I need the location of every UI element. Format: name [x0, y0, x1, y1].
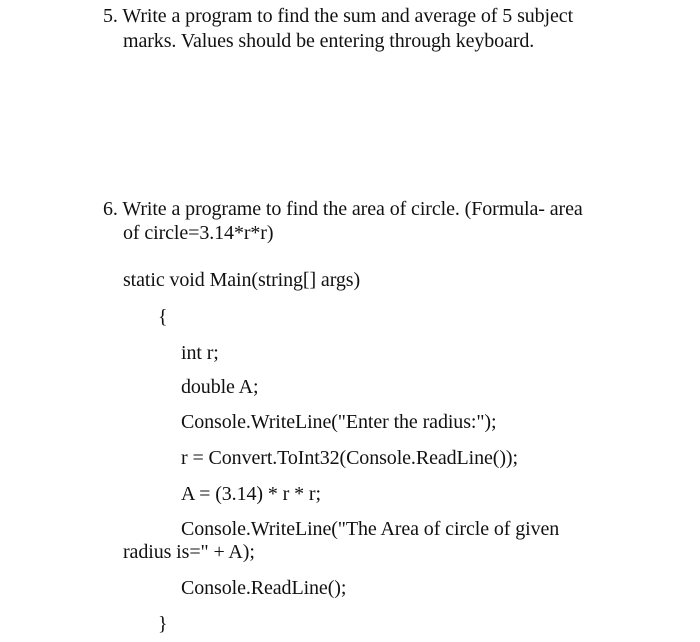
question-5-number: 5.	[103, 5, 118, 27]
question-6-number: 6.	[103, 198, 118, 220]
code-main-signature: static void Main(string[] args)	[123, 269, 361, 291]
question-6-line-1	[103, 197, 583, 221]
question-5-line-2: marks. Values should be entering through keyboard.	[123, 30, 535, 52]
code-int-declaration: int r;	[181, 342, 219, 364]
question-6-line-2: of circle=3.14*r*r)	[123, 222, 274, 244]
code-read-statement: r = Convert.ToInt32(Console.ReadLine());	[181, 447, 518, 469]
question-5-line-1	[103, 4, 573, 28]
code-output-statement-part-2: radius is=" + A);	[123, 541, 255, 563]
code-close-brace: }	[158, 613, 168, 635]
code-output-statement-part-1: Console.WriteLine("The Area of circle of given	[181, 518, 560, 540]
code-double-declaration: double A;	[181, 376, 259, 398]
code-open-brace: {	[158, 306, 168, 328]
code-prompt-statement: Console.WriteLine("Enter the radius:");	[181, 411, 497, 433]
code-readline-statement: Console.ReadLine();	[181, 577, 347, 599]
code-compute-statement: A = (3.14) * r * r;	[181, 483, 321, 505]
question-6-text: Write a programe to find the area of circle. (Formula- area	[122, 198, 583, 220]
question-5-text: Write a program to find the sum and average of 5 subject	[122, 5, 574, 27]
